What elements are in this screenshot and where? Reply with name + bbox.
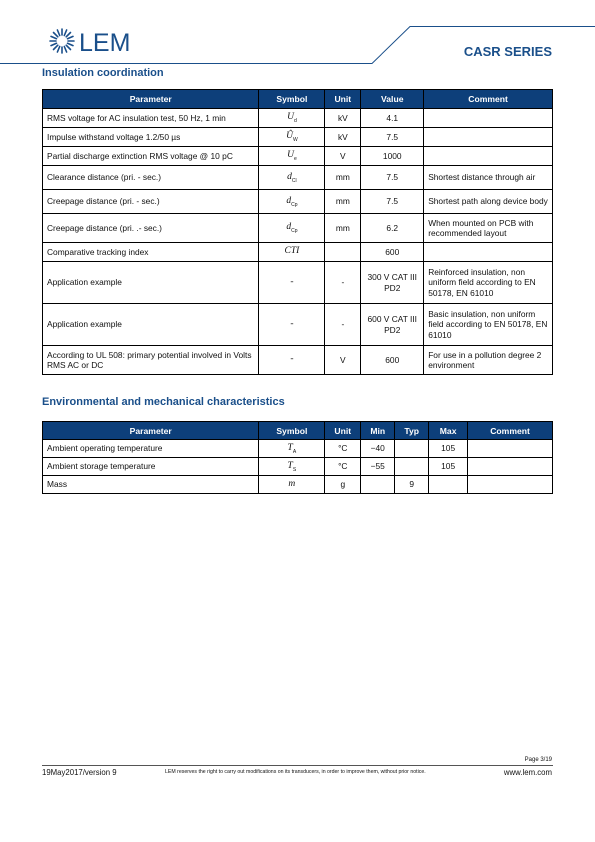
symbol-subscript: d xyxy=(293,117,297,124)
column-header: Max xyxy=(429,422,468,440)
typ-cell xyxy=(395,440,429,458)
website-link[interactable]: www.lem.com xyxy=(503,768,552,777)
value-cell: 600 xyxy=(361,346,424,375)
column-header: Symbol xyxy=(259,422,325,440)
symbol-cell xyxy=(259,243,325,262)
column-header: Parameter xyxy=(43,422,259,440)
max-cell: 105 xyxy=(429,458,468,476)
max-cell: 105 xyxy=(429,440,468,458)
parameter-cell: Comparative tracking index xyxy=(43,243,259,262)
symbol-cell xyxy=(259,440,325,458)
comment-cell: Basic insulation, non uniform field according to EN 50178, EN 61010 xyxy=(424,304,553,346)
symbol-text: m xyxy=(288,478,296,489)
value-cell: 1000 xyxy=(361,147,424,166)
symbol-text: d xyxy=(287,171,292,182)
symbol-cell xyxy=(259,458,325,476)
table-row xyxy=(43,109,553,128)
column-header: Unit xyxy=(325,422,361,440)
min-cell: −40 xyxy=(361,440,395,458)
value-cell: 7.5 xyxy=(361,128,424,147)
unit-cell: kV xyxy=(325,109,361,128)
parameter-cell: Ambient operating temperature xyxy=(43,440,259,458)
typ-cell: 9 xyxy=(395,476,429,494)
unit-cell: - xyxy=(325,304,361,346)
comment-cell xyxy=(468,476,553,494)
value-cell: 7.5 xyxy=(361,166,424,190)
symbol-text: U xyxy=(287,150,294,161)
parameter-cell: Creepage distance (pri. - sec.) xyxy=(43,190,259,214)
lem-logo xyxy=(42,24,162,60)
parameter-cell: Clearance distance (pri. - sec.) xyxy=(43,166,259,190)
value-cell: 6.2 xyxy=(361,214,424,243)
unit-cell: mm xyxy=(325,214,361,243)
symbol-text: d xyxy=(286,195,292,206)
comment-cell xyxy=(424,243,553,262)
unit-cell: °C xyxy=(325,458,361,476)
symbol-text: Û xyxy=(286,131,293,142)
value-cell: 4.1 xyxy=(361,109,424,128)
parameter-cell: Application example xyxy=(43,304,259,346)
symbol-cell xyxy=(259,128,325,147)
parameter-cell: RMS voltage for AC insulation test, 50 Hz, 1 min xyxy=(43,109,259,128)
parameter-cell: Impulse withstand voltage 1.2/50 µs xyxy=(43,128,259,147)
symbol-text: - xyxy=(290,318,294,329)
table-row xyxy=(43,128,553,147)
symbol-subscript: S xyxy=(292,466,297,473)
symbol-subscript: A xyxy=(292,448,297,455)
disclaimer-text: LEM reserves the right to carry out modifications on its transducers, in order to improve them, without prior notice. xyxy=(165,769,426,775)
symbol-text: U xyxy=(287,112,294,123)
unit-cell: - xyxy=(325,262,361,304)
min-cell: −55 xyxy=(361,458,395,476)
environmental-header-row xyxy=(43,422,553,440)
column-header: Symbol xyxy=(259,90,325,109)
comment-cell xyxy=(468,458,553,476)
typ-cell xyxy=(395,458,429,476)
comment-cell xyxy=(424,147,553,166)
symbol-text: T xyxy=(287,460,293,471)
unit-cell: mm xyxy=(325,190,361,214)
column-header: Min xyxy=(361,422,395,440)
column-header: Parameter xyxy=(43,90,259,109)
insulation-header-row xyxy=(43,90,553,109)
insulation-title: Insulation coordination xyxy=(42,67,164,79)
unit-cell: kV xyxy=(325,128,361,147)
symbol-cell xyxy=(259,346,325,375)
symbol-subscript: e xyxy=(293,155,297,162)
symbol-text: CTI xyxy=(284,246,300,257)
value-cell: 600 xyxy=(361,243,424,262)
symbol-subscript: Cl xyxy=(291,177,297,184)
version-date: 19May2017/version 9 xyxy=(42,768,117,777)
symbol-cell xyxy=(259,214,325,243)
symbol-text: d xyxy=(286,222,292,233)
comment-cell xyxy=(468,440,553,458)
insulation-body xyxy=(43,109,553,375)
table-row xyxy=(43,243,553,262)
symbol-cell xyxy=(259,166,325,190)
symbol-text: - xyxy=(290,354,294,365)
table-row xyxy=(43,147,553,166)
lem-logo-icon xyxy=(42,24,162,60)
table-row xyxy=(43,304,553,346)
symbol-cell xyxy=(259,147,325,166)
comment-cell: Shortest path along device body xyxy=(424,190,553,214)
value-cell: 600 V CAT III PD2 xyxy=(361,304,424,346)
table-row xyxy=(43,214,553,243)
symbol-subscript: Cp xyxy=(291,201,298,208)
series-title: CASR SERIES xyxy=(463,44,552,59)
symbol-text: T xyxy=(287,442,293,453)
table-row xyxy=(43,458,553,476)
symbol-cell xyxy=(259,190,325,214)
insulation-table xyxy=(42,89,553,375)
environmental-body xyxy=(43,440,553,494)
comment-cell: Reinforced insulation, non uniform field according to EN 50178, EN 61010 xyxy=(424,262,553,304)
parameter-cell: Ambient storage temperature xyxy=(43,458,259,476)
environmental-table xyxy=(42,421,553,494)
column-header: Typ xyxy=(395,422,429,440)
table-row xyxy=(43,476,553,494)
comment-cell xyxy=(424,128,553,147)
unit-cell: mm xyxy=(325,166,361,190)
parameter-cell: Mass xyxy=(43,476,259,494)
column-header: Comment xyxy=(424,90,553,109)
comment-cell: For use in a pollution degree 2 environment xyxy=(424,346,553,375)
max-cell xyxy=(429,476,468,494)
unit-cell: °C xyxy=(325,440,361,458)
table-row xyxy=(43,262,553,304)
comment-cell xyxy=(424,109,553,128)
environmental-title: Environmental and mechanical characteristics xyxy=(42,396,285,408)
unit-cell: g xyxy=(325,476,361,494)
symbol-cell xyxy=(259,304,325,346)
comment-cell: Shortest distance through air xyxy=(424,166,553,190)
parameter-cell: According to UL 508: primary potential involved in Volts RMS AC or DC xyxy=(43,346,259,375)
unit-cell: V xyxy=(325,346,361,375)
column-header: Value xyxy=(361,90,424,109)
table-row xyxy=(43,190,553,214)
min-cell xyxy=(361,476,395,494)
symbol-subscript: W xyxy=(292,136,298,143)
symbol-text: - xyxy=(290,276,294,287)
brand-text: LEM xyxy=(79,29,131,57)
column-header: Unit xyxy=(325,90,361,109)
parameter-cell: Creepage distance (pri. .- sec.) xyxy=(43,214,259,243)
page-number: Page 3/19 xyxy=(524,757,552,763)
value-cell: 7.5 xyxy=(361,190,424,214)
column-header: Comment xyxy=(468,422,553,440)
unit-cell xyxy=(325,243,361,262)
table-row xyxy=(43,166,553,190)
table-row xyxy=(43,346,553,375)
value-cell: 300 V CAT III PD2 xyxy=(361,262,424,304)
symbol-cell xyxy=(259,262,325,304)
symbol-cell xyxy=(259,109,325,128)
table-row xyxy=(43,440,553,458)
symbol-subscript: Cp xyxy=(291,227,298,234)
unit-cell: V xyxy=(325,147,361,166)
parameter-cell: Partial discharge extinction RMS voltage @ 10 pC xyxy=(43,147,259,166)
parameter-cell: Application example xyxy=(43,262,259,304)
footer-rule xyxy=(42,765,553,766)
symbol-cell xyxy=(259,476,325,494)
comment-cell: When mounted on PCB with recommended layout xyxy=(424,214,553,243)
